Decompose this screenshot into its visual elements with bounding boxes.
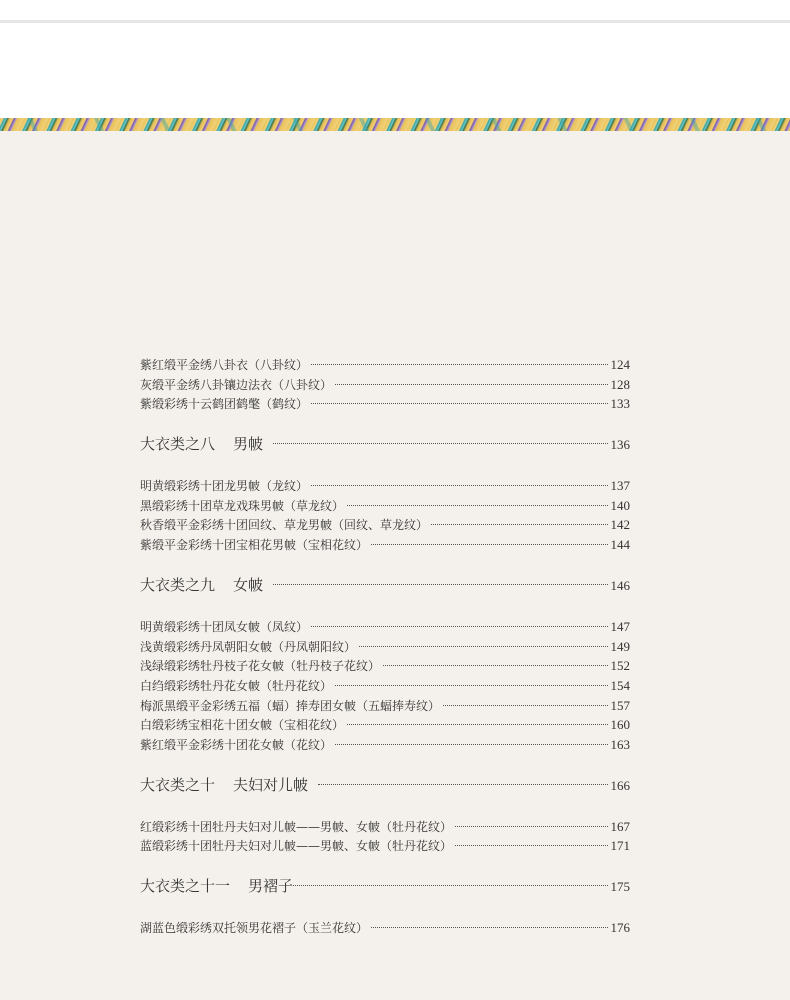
dot-leader	[335, 383, 607, 385]
entry-title: 梅派黑缎平金彩绣五福（蝠）捧寿团女帔（五蝠捧寿纹）	[140, 698, 441, 713]
entry-page: 137	[610, 478, 630, 494]
toc-entry[interactable]	[140, 496, 630, 516]
dot-leader	[371, 543, 607, 545]
dot-leader	[293, 885, 607, 886]
toc-entry[interactable]	[140, 735, 630, 755]
section-title: 大衣类之九 女帔	[140, 575, 264, 594]
entry-page: 142	[610, 517, 630, 533]
page-header-area	[0, 0, 790, 118]
toc-section-heading[interactable]	[140, 775, 630, 795]
top-divider	[0, 20, 790, 23]
entry-page: 152	[610, 658, 630, 674]
toc-entry[interactable]	[140, 476, 630, 496]
toc-entry[interactable]	[140, 715, 630, 735]
entry-page: 147	[610, 618, 630, 634]
entry-title: 浅黄缎彩绣丹凤朝阳女帔（丹凤朝阳纹）	[140, 639, 357, 654]
entry-title: 蓝缎彩绣十团牡丹夫妇对儿帔——男帔、女帔（牡丹花纹）	[140, 839, 453, 854]
dot-leader	[431, 523, 607, 525]
entry-title: 明黄缎彩绣十团凤女帔（凤纹）	[140, 619, 309, 634]
toc-entry[interactable]	[140, 918, 630, 938]
entry-page: 163	[610, 736, 630, 752]
toc-entry[interactable]	[140, 375, 630, 395]
dot-leader	[311, 484, 607, 486]
section-title: 大衣类之十 夫妇对儿帔	[140, 775, 309, 794]
dot-leader	[273, 584, 607, 585]
decorative-border-band	[0, 118, 790, 131]
dot-leader	[273, 443, 607, 444]
toc-section-heading[interactable]	[140, 876, 630, 896]
entry-title: 紫缎彩绣十云鹤团鹤氅（鹤纹）	[140, 397, 309, 412]
entry-title: 白绉缎彩绣牡丹花女帔（牡丹花纹）	[140, 678, 333, 693]
dot-leader	[335, 743, 607, 745]
entry-title: 紫红缎平金彩绣十团花女帔（花纹）	[140, 737, 333, 752]
toc-entry[interactable]	[140, 676, 630, 696]
dot-leader	[347, 723, 607, 725]
dot-leader	[359, 645, 607, 647]
dot-leader	[347, 504, 607, 506]
toc-section-heading[interactable]	[140, 575, 630, 595]
entry-page: 160	[610, 717, 630, 733]
dot-leader	[455, 844, 607, 846]
section-page: 175	[610, 879, 630, 894]
dot-leader	[311, 363, 607, 365]
dot-leader	[383, 664, 607, 666]
toc-entry[interactable]	[140, 355, 630, 375]
entry-title: 紫缎平金彩绣十团宝相花男帔（宝相花纹）	[140, 538, 369, 553]
entry-page: 149	[610, 638, 630, 654]
entry-page: 154	[610, 677, 630, 693]
table-of-contents	[140, 355, 630, 938]
dot-leader	[318, 784, 607, 785]
toc-entry[interactable]	[140, 637, 630, 657]
dot-leader	[443, 704, 607, 706]
entry-page: 128	[610, 376, 630, 392]
section-page: 136	[610, 437, 630, 453]
entry-page: 144	[610, 537, 630, 553]
entry-title: 秋香缎平金彩绣十团回纹、草龙男帔（回纹、草龙纹）	[140, 518, 429, 533]
entry-title: 湖蓝色缎彩绣双托领男花褶子（玉兰花纹）	[140, 921, 369, 935]
entry-page: 133	[610, 396, 630, 412]
toc-entry[interactable]	[140, 696, 630, 716]
entry-title: 白缎彩绣宝相花十团女帔（宝相花纹）	[140, 718, 345, 733]
section-title: 大衣类之八 男帔	[140, 435, 264, 454]
entry-title: 浅绿缎彩绣牡丹枝子花女帔（牡丹枝子花纹）	[140, 659, 381, 674]
entry-title: 黑缎彩绣十团草龙戏珠男帔（草龙纹）	[140, 498, 345, 513]
toc-entry[interactable]	[140, 617, 630, 637]
entry-title: 灰缎平金绣八卦镶边法衣（八卦纹）	[140, 377, 333, 392]
entry-title: 紫红缎平金绣八卦衣（八卦纹）	[140, 358, 309, 372]
entry-page: 157	[610, 697, 630, 713]
toc-entry[interactable]	[140, 535, 630, 555]
dot-leader	[371, 926, 607, 928]
dot-leader	[335, 684, 607, 686]
entry-title: 红缎彩绣十团牡丹夫妇对儿帔——男帔、女帔（牡丹花纹）	[140, 819, 453, 834]
entry-page: 124	[610, 357, 630, 372]
dot-leader	[311, 402, 607, 404]
entry-page: 176	[610, 920, 630, 935]
toc-entry[interactable]	[140, 515, 630, 535]
section-page: 146	[610, 577, 630, 593]
entry-title: 明黄缎彩绣十团龙男帔（龙纹）	[140, 479, 309, 494]
section-title: 大衣类之十一 男褶子	[140, 877, 294, 895]
dot-leader	[455, 825, 607, 827]
dot-leader	[311, 625, 607, 627]
entry-page: 140	[610, 497, 630, 513]
toc-section-heading[interactable]	[140, 434, 630, 454]
entry-page: 171	[610, 838, 630, 854]
toc-entry[interactable]	[140, 394, 630, 414]
toc-entry[interactable]	[140, 656, 630, 676]
toc-entry[interactable]	[140, 817, 630, 837]
entry-page: 167	[610, 818, 630, 834]
toc-entry[interactable]	[140, 836, 630, 856]
section-page: 166	[610, 777, 630, 793]
